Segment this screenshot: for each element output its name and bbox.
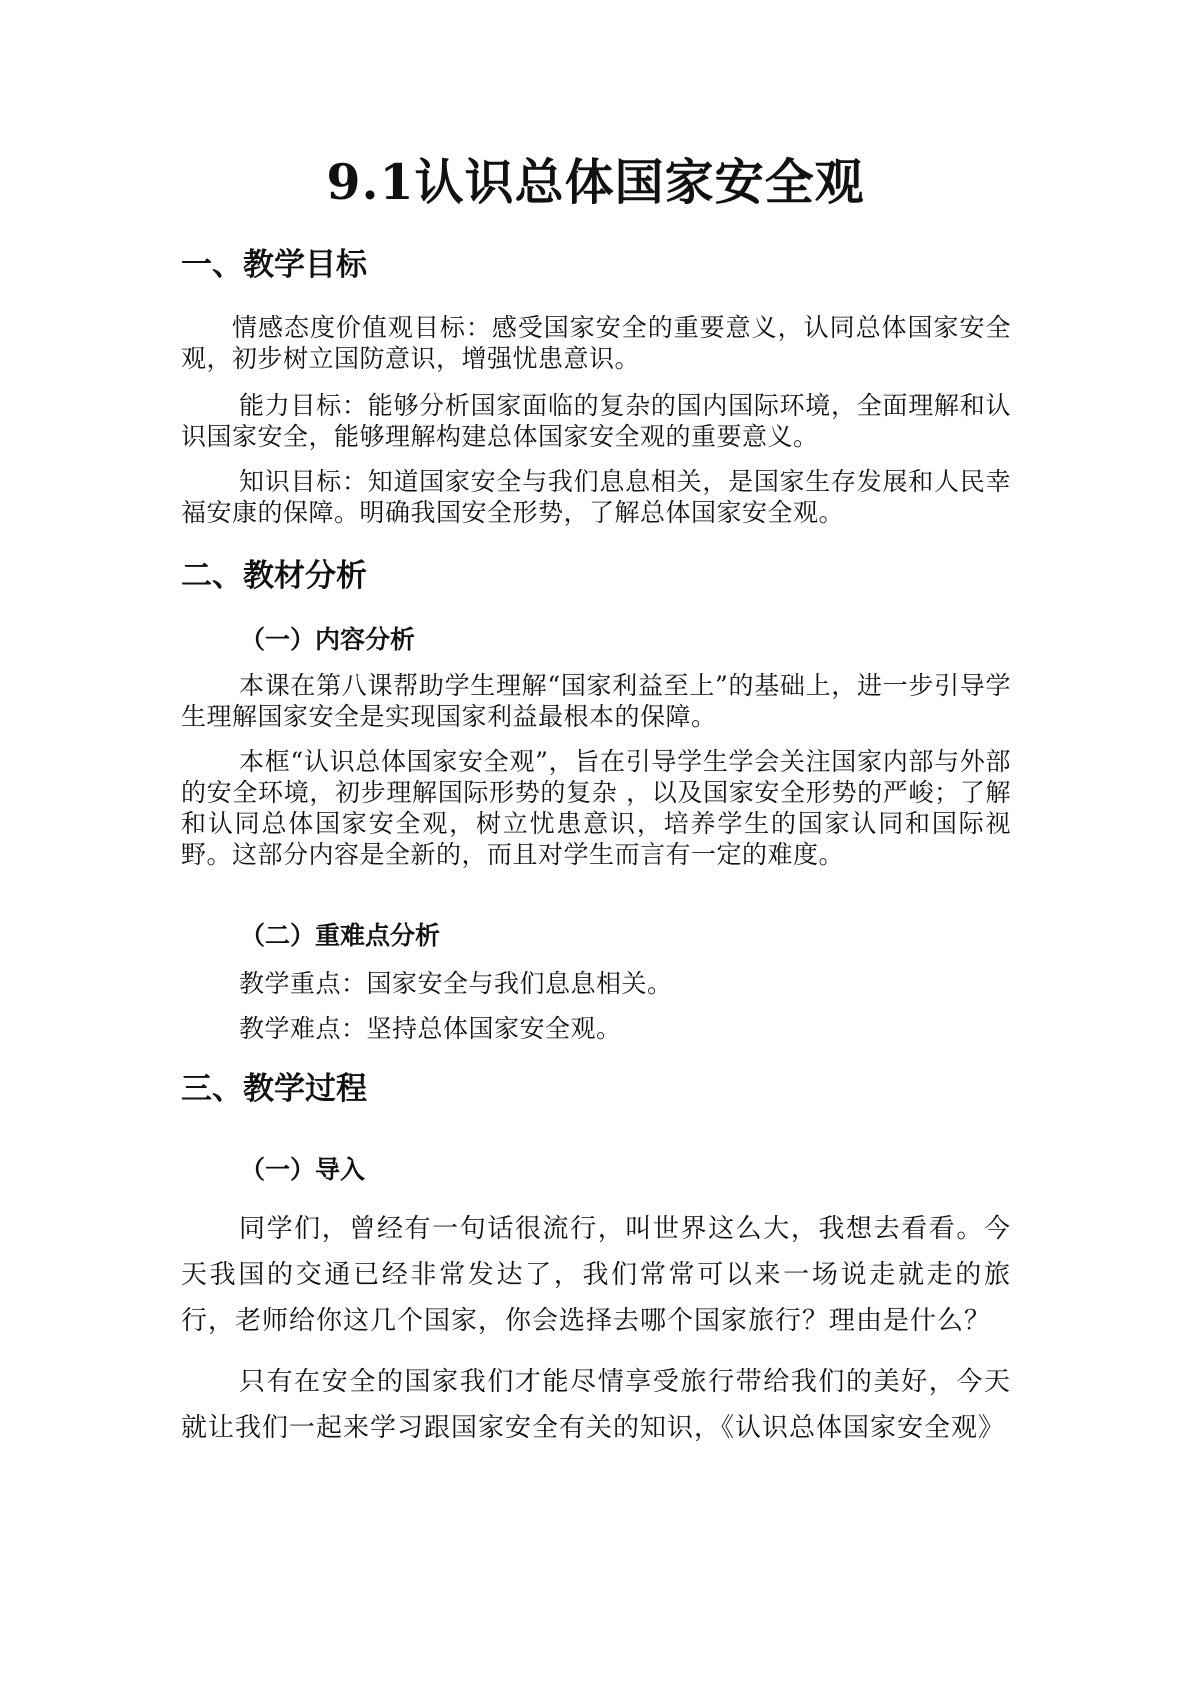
paragraph-emotion-goal: 情感态度价值观目标：感受国家安全的重要意义，认同总体国家安全观，初步树立国防意识，增强忧患意识。 bbox=[181, 313, 1011, 373]
subsection-heading-introduction: （一）导入 bbox=[240, 1155, 366, 1184]
page-title: 9.1认识总体国家安全观 bbox=[326, 153, 865, 211]
paragraph-difficult-point: 教学难点：坚持总体国家安全观。 bbox=[239, 1014, 622, 1043]
paragraph-introduction-2: 只有在安全的国家我们才能尽情享受旅行带给我们的美好，今天就让我们一起来学习跟国家安全有关的知识，《认识总体国家安全观》 bbox=[181, 1367, 1011, 1443]
section-heading-material-analysis: 二、教材分析 bbox=[181, 558, 367, 594]
paragraph-content-analysis-2: 本框“认识总体国家安全观”，旨在引导学生学会关注国家内部与外部的安全环境，初步理解国际形势的复杂 ，以及国家安全形势的严峻；了解和认同总体国家安全观，树立忧患意识，培养学生的国家认同和国际视野。这部分内容是全新的，而且对学生而言有一定的难度。 bbox=[181, 747, 1011, 869]
paragraph-content-analysis-1: 本课在第八课帮助学生理解“国家利益至上”的基础上，进一步引导学生理解国家安全是实现国家利益最根本的保障。 bbox=[181, 671, 1011, 731]
section-heading-teaching-goals: 一、教学目标 bbox=[181, 247, 367, 283]
paragraph-introduction-1: 同学们，曾经有一句话很流行，叫世界这么大，我想去看看。今天我国的交通已经非常发达了，我们常常可以来一场说走就走的旅行，老师给你这几个国家，你会选择去哪个国家旅行？理由是什么？ bbox=[181, 1214, 1011, 1336]
paragraph-key-point: 教学重点：国家安全与我们息息相关。 bbox=[239, 969, 673, 998]
subsection-heading-key-difficult-points: （二）重难点分析 bbox=[240, 921, 441, 950]
subsection-heading-content-analysis: （一）内容分析 bbox=[240, 625, 416, 654]
paragraph-knowledge-goal: 知识目标：知道国家安全与我们息息相关，是国家生存发展和人民幸福安康的保障。明确我国安全形势，了解总体国家安全观。 bbox=[181, 467, 1011, 527]
section-heading-teaching-process: 三、教学过程 bbox=[181, 1071, 367, 1107]
paragraph-ability-goal: 能力目标：能够分析国家面临的复杂的国内国际环境，全面理解和认识国家安全，能够理解构建总体国家安全观的重要意义。 bbox=[181, 391, 1011, 451]
